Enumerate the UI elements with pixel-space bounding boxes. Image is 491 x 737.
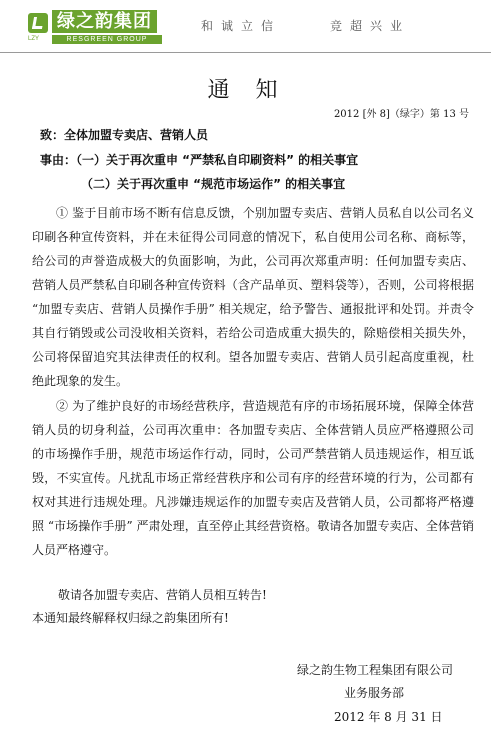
paragraph-text: ② 为了维护良好的市场经营秩序，营造规范有序的市场拓展环境，保障全体营销人员的切身利益，公司再次重申：各加盟专卖店、全体营销人员应严格遵照公司的市场操作手册，规范市场运作行动，同时，公司严禁营销人员违规运作，相互诋毁，不实宣传。凡扰乱市场正常经营秩序和公司有序的经营环境的行为，公司都有权对其进行违规处理。凡涉嫌违规运作的加盟专卖店及营销人员，公司都将严格遵照 “市场操作手册” 严肃处理，直至停止其经营资格。敬请各加盟专卖店、全体营销人员严格遵守。 [32, 399, 474, 557]
subject-line-1: 事由：（一）关于再次重申 “严禁私自印刷资料” 的相关事宜 [40, 153, 359, 167]
logo-mark-icon [28, 13, 48, 33]
body-paragraph-1 [32, 201, 474, 393]
logo-mark-caption: LZY [28, 36, 40, 42]
body-paragraph-2 [32, 394, 474, 562]
logo-english-name: RESGREEN GROUP [52, 35, 162, 44]
signature-date: 2012 年 8 月 31 日 [334, 710, 443, 724]
motto-right: 竞超兴业 [330, 19, 411, 33]
motto-left: 和诚立信 [201, 19, 282, 33]
interpretation-note: 本通知最终解释权归绿之韵集团所有! [32, 611, 229, 625]
document-number: 2012 [外 8]（绿字）第 13 号 [333, 109, 469, 120]
header-divider [0, 52, 491, 53]
addressee: 致：全体加盟专卖店、营销人员 [40, 128, 209, 142]
signature-company: 绿之韵生物工程集团有限公司 [297, 663, 454, 677]
logo-chinese-name: 绿之韵集团 [52, 10, 157, 33]
signature-department: 业务服务部 [344, 686, 405, 700]
paragraph-text: ① 鉴于目前市场不断有信息反馈，个别加盟专卖店、营销人员私自以公司名义印刷各种宣传资料，并在未征得公司同意的情况下，私自使用公司名称、商标等，给公司的声誉造成极大的负面影响，为此，公司再次郑重声明：任何加盟专卖店、营销人员严禁私自印刷各种宣传资料（含产品单页、塑料袋等），否则，公司将根据 “加盟专卖店、营销人员操作手册” 相关规定，给予警告、通报批评和处罚。并责令其自行销毁或公司没收相关资料，若给公司造成重大损失的，除赔偿相关损失外，公司将保留追究其法律责任的权利。望各加盟专卖店、营销人员引起高度重视，杜绝此现象的发生。 [32, 206, 474, 388]
document-title: 通知 [207, 78, 304, 103]
subject-line-2: （二）关于再次重申 “规范市场运作” 的相关事宜 [81, 177, 346, 191]
letterhead [0, 0, 491, 52]
company-logo [28, 10, 178, 46]
closing-request: 敬请各加盟专卖店、营销人员相互转告! [58, 588, 267, 602]
